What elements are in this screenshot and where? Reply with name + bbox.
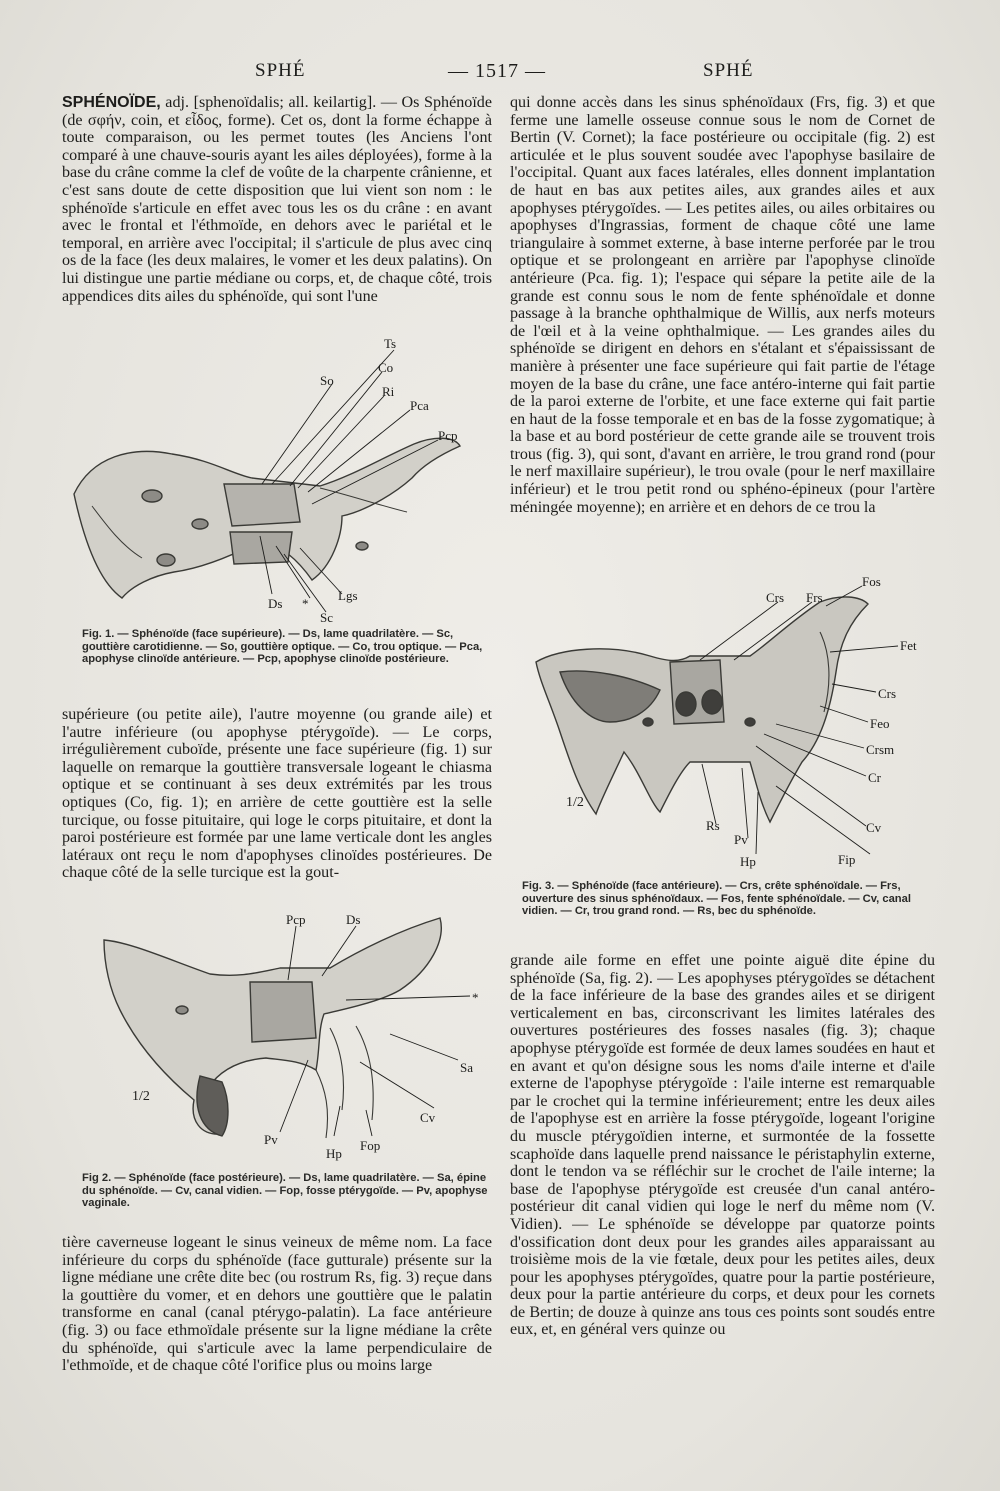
entry-text-part-4: qui donne accès dans les sinus sphénoïdaux (Frs, fig. 3) et que ferme une lamelle osseuse connue sous le nom de Cornet de Bertin (V. Cornet); la face postérieure ou occipitale (fig. 2) est articulée et le plus souvent soudée avec l'apophyse basilaire de l'occipital. Quant aux faces latérales, elles donnent implantation de haut en bas aux petites ailes, aux grandes ailes et aux apophyses ptérygoïdes. — Les petites ailes, ou ailes orbitaires ou apophyses d'Ingrassias, forment de chaque côté une lame triangulaire à sommet externe, à base interne perforée par le trou optique et se prolongeant en arrière par l'apophyse clinoïde antérieure (Pca. fig. 1); l'espace qui sépare la petite aile de la grande est connu sous le nom de fente sphénoïdale et donne passage à la branche ophthalmique de Willis, aux nerfs moteurs de l'œil et à la veine ophthalmique. — Les grandes ailes du sphénoïde se dirigent en dehors en s'étalant et s'épaississant de manière à présenter une face supérieure qui fait partie de l'étage moyen de la base du crâne, une face antéro-interne qui fait partie de la paroi externe de l'orbite, et une face externe qui fait partie en haut de la fosse temporale et en bas de la fosse zygomatique; à la base et au bord postérieur de cette grande aile se trouvent trois trous (fig. 3), qui sont, d'avant en arrière, le trou grand rond (pour le nerf maxillaire supérieur), le trou ovale (pour le nerf maxillaire inférieur) et le trou petit rond ou sphéno-épineux (pour l'artère méningée moyenne); en arrière et en dehors de ce trou la [510, 94, 935, 516]
fig1-label-star: * [302, 596, 309, 611]
figure-2-caption: Fig 2. — Sphénoïde (face postérieure). — Ds, lame quadrilatère. — Sa, épine du sphénoïde. — Cv, canal vidien. — Fop, fosse ptérygoïde. — Pv, apophyse vaginale. [82, 1172, 488, 1209]
fig1-label-pca: Pca [410, 398, 429, 413]
entry-text-part-1: adj. [sphenoïdalis; all. keilartig]. — Os Sphénoïde (de σφήν, coin, et εἶδος, forme). Cet os, dont la forme échappe à toute comparaison, ou les permet toutes (les Anciens l'ont comparé à une chauve-souris ayant les ailes déployées), forme à la base du crâne comme la clef de voûte de la charpente crânienne, et c'est sans doute de cette disposition que lui vient son nom : le sphénoïde s'articule en effet avec tous les os du crâne : en avant avec le frontal et l'éthmoïde, en dehors avec le pariétal et le temporal, en arrière avec l'occipital; il s'articule de plus avec cinq os de la face (les deux malaires, le vomer et les deux palatins). On lui distingue une partie médiane ou corps, et, de chaque côté, trois appendices dits ailes du sphénoïde, qui sont l'une [62, 94, 492, 305]
figure-1-illustration [62, 336, 492, 626]
entry-text-part-2: supérieure (ou petite aile), l'autre moyenne (ou grande aile) et l'autre inférieure (ou apophyse ptérygoïde). — Le corps, irrégulièrement cuboïde, présente une face supérieure (fig. 1) sur laquelle on remarque la gouttière transversale logeant le chiasma optique et se continuant à ses deux extrémités par les trous optiques (Co, fig. 1); en arrière de cette gouttière est la selle turcique, ou fosse pituitaire, qui loge le corps pituitaire, et dont la paroi postérieure est formée par une lame verticale dont les angles latéraux ont reçu le nom d'apophyses clinoïdes postérieures. De chaque côté de la selle turcique est la gout- [62, 706, 492, 882]
fig1-label-so: So [320, 373, 334, 388]
entry-text-part-3: tière caverneuse logeant le sinus veineux de même nom. La face inférieure du corps du sphénoïde (face gutturale) présente sur la ligne médiane une crête dite bec (ou rostrum Rs, fig. 3) reçue dans la gouttière du vomer, et en dehors une gouttière que le palatin transforme en canal (canal ptérygo-palatin). La face antérieure (fig. 3) ou face ethmoïdale présente sur la ligne médiane la crête du sphénoïde, qui s'articule avec la lame perpendiculaire de l'ethmoïde, et de chaque côté l'orifice plus ou moins large [62, 1234, 492, 1375]
left-column-top-text [62, 94, 492, 305]
fig2-label-pv: Pv [264, 1132, 278, 1147]
fig1-label-ts: Ts [384, 336, 397, 351]
page-number: — 1517 — [448, 60, 546, 82]
fig3-label-crs-2: Crs [878, 686, 897, 701]
fig2-label-fop: Fop [360, 1138, 381, 1153]
fig1-label-co: Co [378, 360, 394, 375]
fig1-label-pcp: Pcp [438, 428, 458, 443]
left-column-middle-text [62, 706, 492, 882]
right-column-bottom-text [510, 952, 935, 1339]
fig3-label-pv: Pv [734, 832, 748, 847]
figure-2 [90, 910, 510, 1172]
fig2-label-cv: Cv [420, 1110, 436, 1125]
fig3-scale: 1/2 [566, 795, 584, 810]
fig1-label-lgs: Lgs [338, 588, 358, 603]
left-column-bottom-text [62, 1234, 492, 1375]
fig1-label-ri: Ri [382, 384, 395, 399]
running-head-left: SPHÉ [255, 60, 306, 81]
fig3-label-rs: Rs [706, 818, 720, 833]
headword: SPHÉNOÏDE, [62, 94, 161, 111]
fig3-label-fet: Fet [900, 638, 917, 653]
running-head-right: SPHÉ [703, 60, 754, 81]
fig3-label-cr: Cr [868, 770, 881, 785]
fig2-label-ds: Ds [346, 912, 361, 927]
figure-1 [62, 336, 492, 626]
figure-1-caption: Fig. 1. — Sphénoïde (face supérieure). — Ds, lame quadrilatère. — Sc, gouttière carotidienne. — So, gouttière optique. — Co, trou optique. — Pca, apophyse clinoïde antérieure. — Pcp, apophyse clinoïde postérieure. [82, 628, 483, 665]
fig2-label-sa: Sa [460, 1060, 473, 1075]
entry-text-part-5: grande aile forme en effet une pointe aiguë dite épine du sphénoïde (Sa, fig. 2). — Les apophyses ptérygoïdes se détachent de la face inférieure de la base des grandes ailes et se dirigent verticalement en bas, circonscrivant les limites latérales des ouvertures postérieures des fosses nasales (fig. 3); chaque apophyse ptérygoïde est formée de deux lames soudées en haut et en avant et qu'on désigne sous les noms d'aile interne et d'aile externe de l'apophyse ptérygoïde : l'aile interne est remarquable par le crochet qui la termine inférieurement; entre les deux ailes de l'apophyse est en arrière la fosse ptérygoïde, logeant l'origine du muscle ptérygoïdien interne, et surmontée de la fossette scaphoïde dans laquelle prend naissance le péristaphylin externe, dont le tendon va se réfléchir sur le crochet de l'aile interne; la base de l'apophyse ptérygoïde est creusée d'un canal antéro-postérieur dit canal vidien qui loge le nerf du même nom (V. Vidien). — Le sphénoïde se développe par quatorze points d'ossification dont deux pour les grandes ailes apparaissant au troisième mois de la vie fœtale, deux pour les petites ailes, deux pour les apophyses ptérygoïdes, quatre pour la partie postérieure, deux pour la partie antérieure du corps, et deux pour les cornets de Bertin; de douze à quinze ans tous ces points sont soudés entre eux, et, en général vers quinze ou [510, 952, 935, 1339]
fig3-label-hp: Hp [740, 854, 756, 869]
figure-2-illustration [90, 910, 510, 1172]
fig2-scale: 1/2 [132, 1089, 150, 1104]
right-column-top-text [510, 94, 935, 516]
fig2-label-pcp: Pcp [286, 912, 306, 927]
fig3-label-feo: Feo [870, 716, 890, 731]
figure-3 [520, 572, 920, 872]
fig3-label-crsm: Crsm [866, 742, 895, 757]
figure-3-caption: Fig. 3. — Sphénoïde (face antérieure). — Crs, crête sphénoïdale. — Frs, ouverture des sinus sphénoïdaux. — Fos, fente sphénoïdale. — Cv, canal vidien. — Cr, trou grand rond. — Rs, bec du sphénoïde. [522, 880, 911, 917]
fig3-label-frs: Frs [806, 590, 823, 605]
fig2-label-hp: Hp [326, 1146, 342, 1161]
fig3-label-fip: Fip [838, 852, 856, 867]
fig1-label-ds: Ds [268, 596, 283, 611]
fig3-label-fos: Fos [862, 574, 881, 589]
fig2-label-star: * [472, 990, 479, 1005]
fig3-label-crs: Crs [766, 590, 785, 605]
figure-3-illustration [520, 572, 920, 872]
fig3-label-cv: Cv [866, 820, 882, 835]
fig1-label-sc: Sc [320, 610, 333, 625]
